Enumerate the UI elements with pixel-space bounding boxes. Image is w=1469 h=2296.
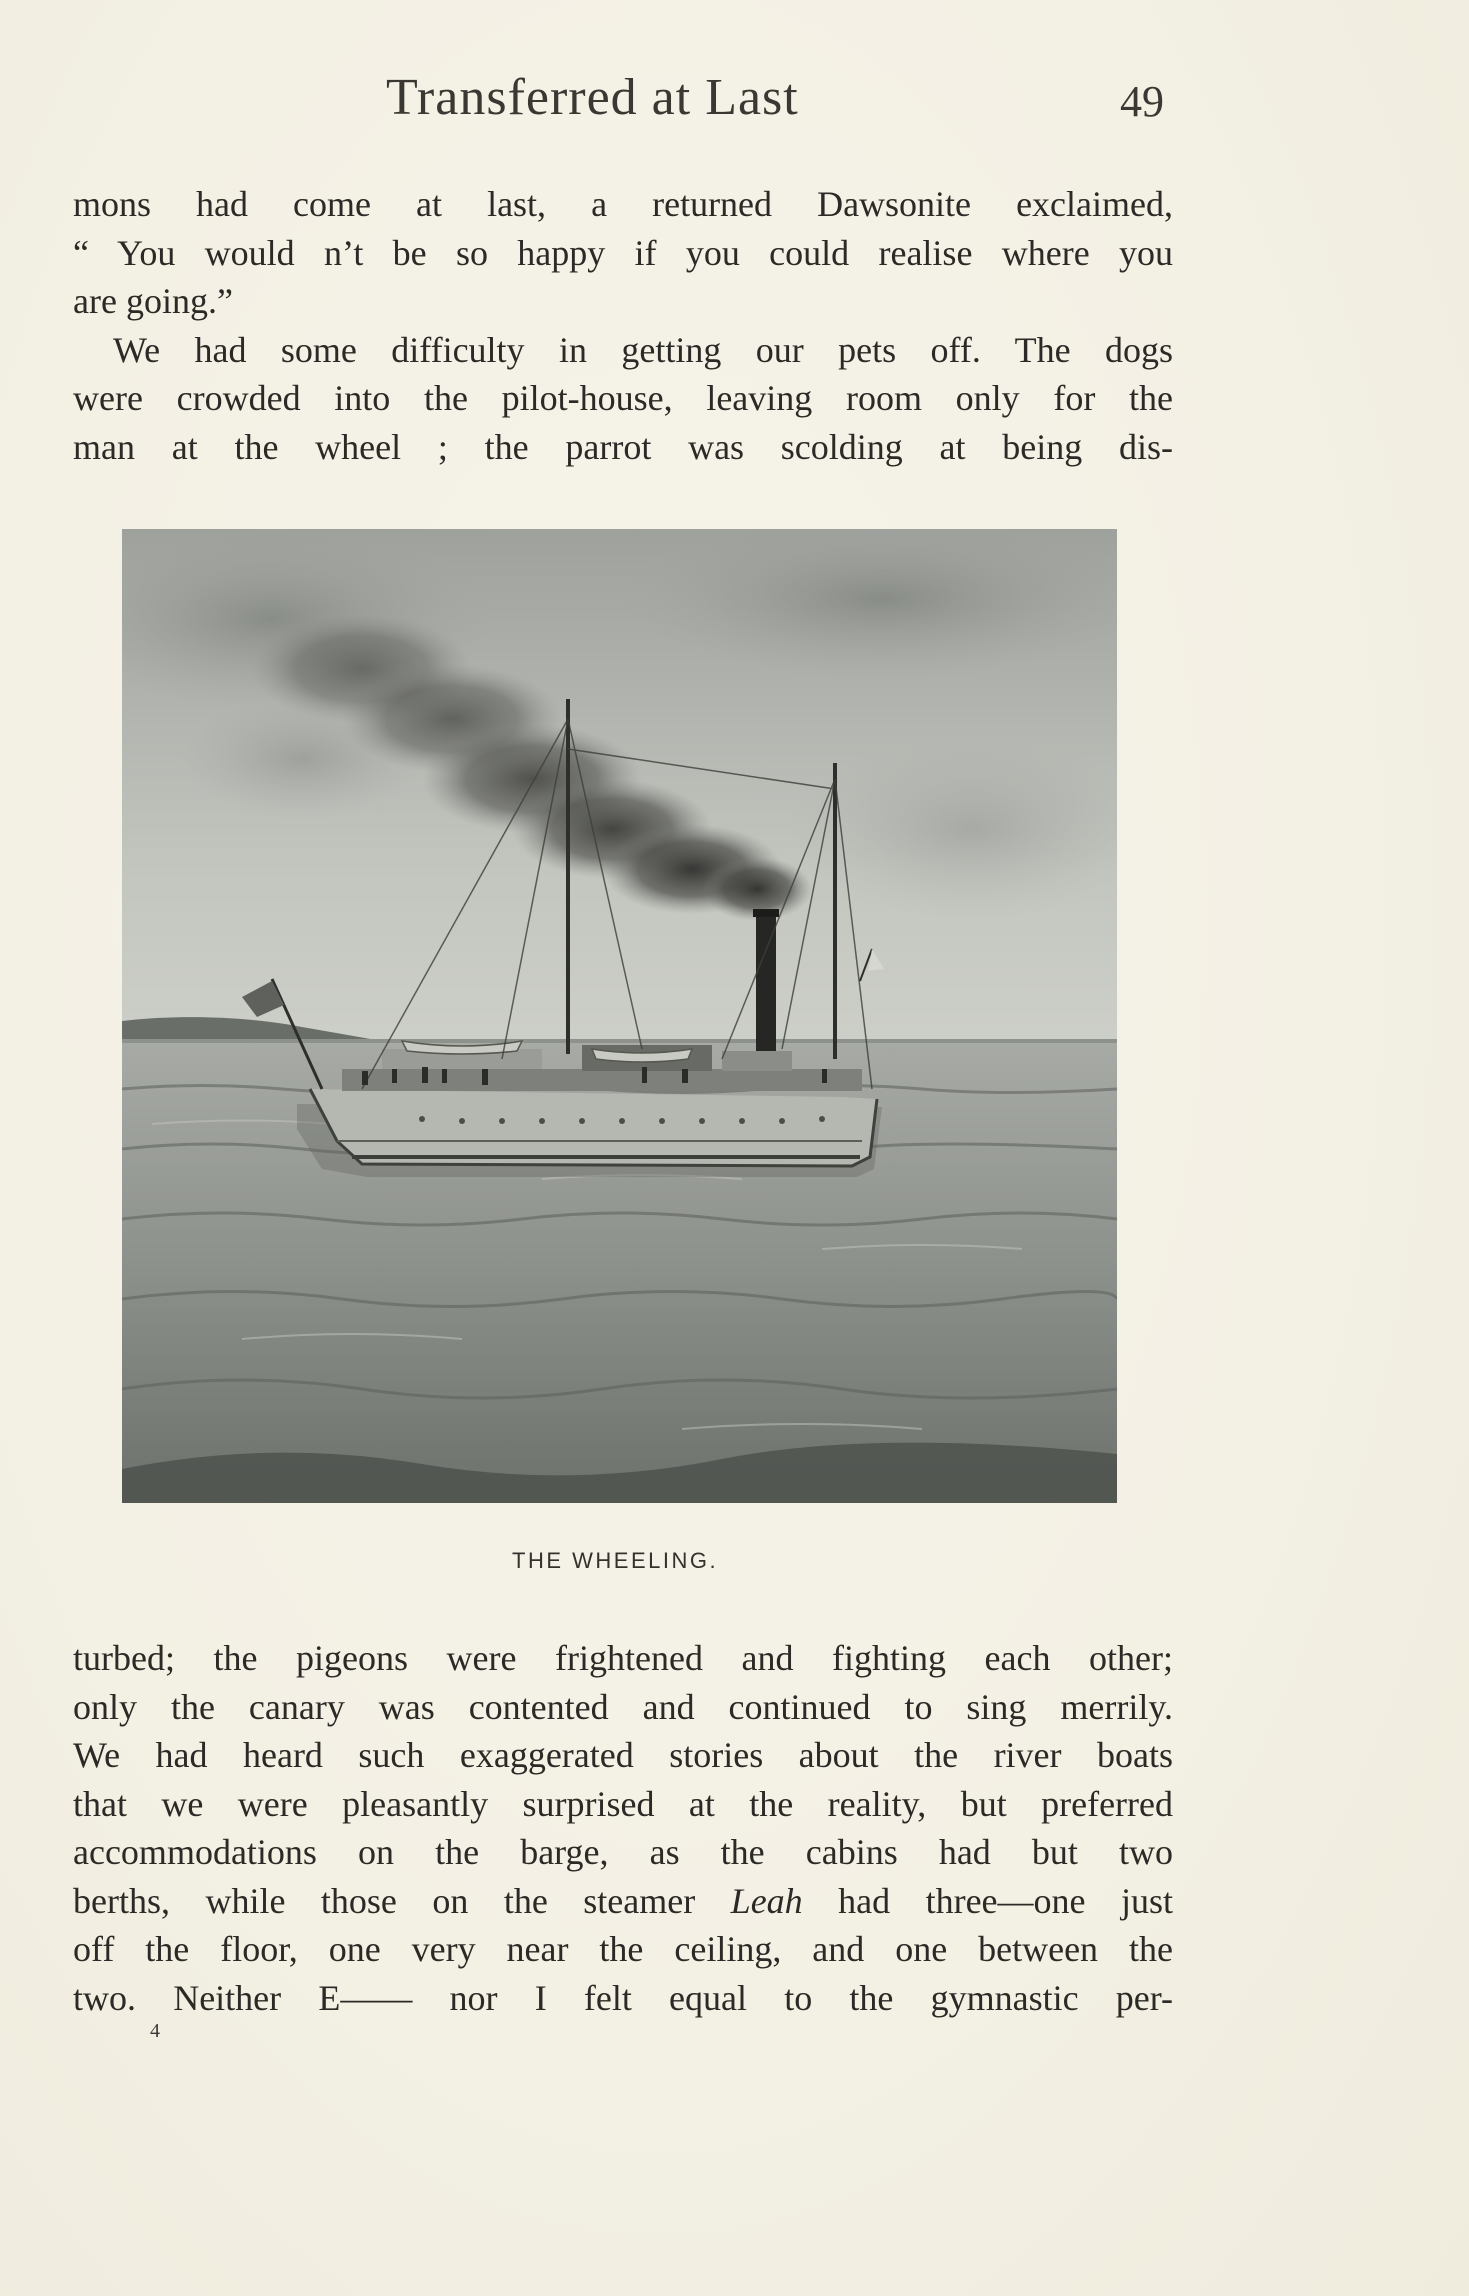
text-line: “ You would n’t be so happy if you could realise where you xyxy=(73,232,1173,273)
steamship-photo xyxy=(122,529,1117,1503)
text-line: We had some difficulty in getting our pets off. The dogs xyxy=(113,329,1173,370)
text-line: were crowded into the pilot-house, leaving room only for the xyxy=(73,378,1173,418)
text-line-with-italic xyxy=(73,1877,1173,1926)
running-title: Transferred at Last xyxy=(386,69,799,126)
text-fragment: had three—one just xyxy=(838,1880,1173,1921)
text-line: accommodations on the barge, as the cabins had but two xyxy=(73,1832,1173,1872)
page-number: 49 xyxy=(1120,77,1164,126)
text-line: only the canary was contented and continued to sing merrily. xyxy=(73,1686,1173,1727)
text-line: We had heard such exaggerated stories about the river boats xyxy=(73,1735,1173,1775)
text-line: that we were pleasantly surprised at the reality, but preferred xyxy=(73,1783,1173,1824)
text-line: are going.” xyxy=(73,281,233,321)
text-line: man at the wheel ; the parrot was scolding at being dis- xyxy=(73,426,1173,467)
figure-caption xyxy=(0,1548,1469,1578)
steamer-name: Leah xyxy=(730,1880,803,1921)
caption-text: THE WHEELING. xyxy=(512,1548,719,1573)
bottom-text-block xyxy=(73,1634,1173,2022)
steamship-illustration xyxy=(122,529,1117,1503)
running-head xyxy=(0,68,1469,138)
text-line: two. Neither E—— nor I felt equal to the gymnastic per- xyxy=(73,1977,1173,2018)
text-line: off the floor, one very near the ceiling, and one between the xyxy=(73,1929,1173,1969)
text-line: mons had come at last, a returned Dawsonite exclaimed, xyxy=(73,184,1173,224)
text-fragment: berths, while those on the steamer xyxy=(73,1880,696,1921)
signature-mark: 4 xyxy=(150,2020,160,2042)
text-line: turbed; the pigeons were frightened and fighting each other; xyxy=(73,1638,1173,1678)
top-text-block xyxy=(73,180,1173,471)
